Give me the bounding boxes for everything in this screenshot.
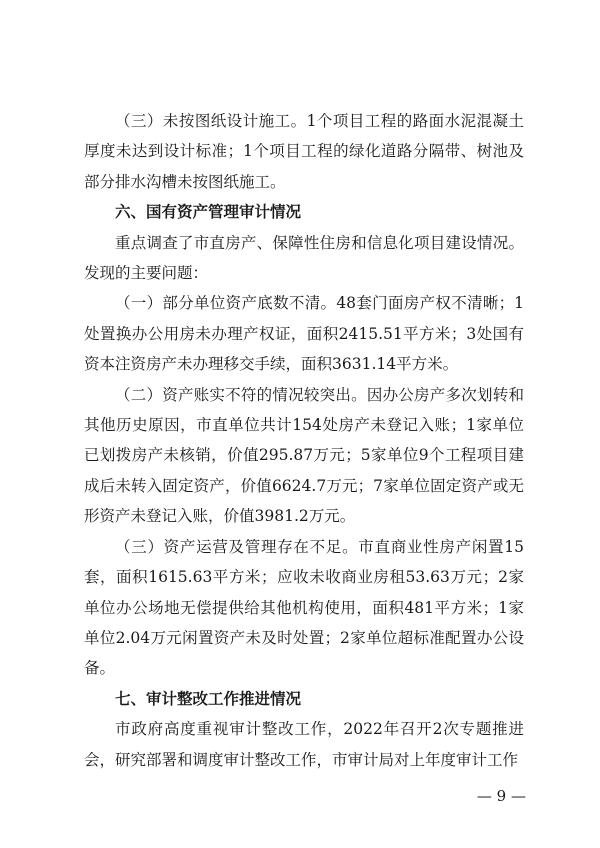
paragraph-asset-mismatch: （二）资产账实不符的情况较突出。因办公房产多次划转和其他历史原因，市直单位共计154处房产未登记入账；1家单位已划拨房产未核销，价值295.87万元；5家单位9个工程项目建成后未转入固定资产，价值6624.7万元；7家单位固定资产或无形资产未登记入账，价值3981.2万元。 [84, 385, 524, 526]
section-heading-asset-audit: 六、国有资产管理审计情况 [115, 203, 302, 222]
paragraph-rectification: 市政府高度重视审计整改工作，2022年召开2次专题推进会，研究部署和调度审计整改工作，市审计局对上年度审计工作 [84, 720, 524, 769]
paragraph-asset-intro: 重点调查了市直房产、保障性住房和信息化项目建设情况。发现的主要问题： [84, 233, 524, 283]
paragraph-construction-issue: （三）未按图纸设计施工。1个项目工程的路面水泥混凝土厚度未达到设计标准；1个项目工程的绿化道路分隔带、树池及部分排水沟槽未按图纸施工。 [84, 112, 524, 191]
paragraph-asset-operation: （三）资产运营及管理存在不足。市直商业性房产闲置15套，面积1615.63平方米；应收未收商业房租53.63万元；2家单位办公场地无偿提供给其他机构使用，面积481平方米；1家单位2.04万元闲置资产未及时处置；2家单位超标准配置办公设备。 [84, 537, 524, 678]
section-heading-rectification: 七、审计整改工作推进情况 [115, 689, 302, 708]
page-number: — 9 — [476, 787, 526, 805]
document-body [84, 106, 524, 775]
paragraph-asset-unclear: （一）部分单位资产底数不清。48套门面房产权不清晰；1处置换办公用房未办理产权证，面积2415.51平方米；3处国有资本注资房产未办理移交手续，面积3631.14平方米。 [84, 294, 524, 374]
